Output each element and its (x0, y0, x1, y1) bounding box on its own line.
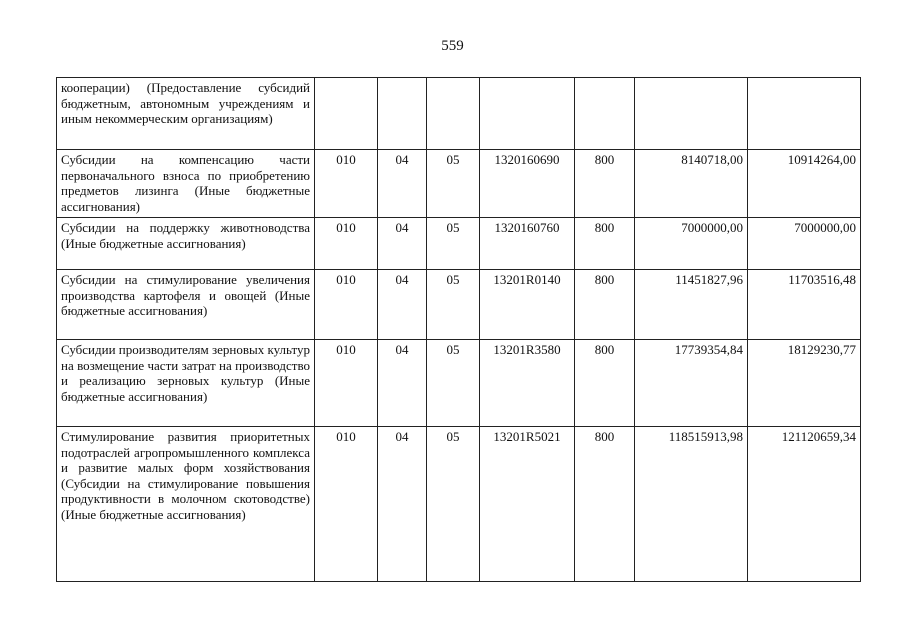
table-row (57, 340, 861, 427)
cell-subsection (427, 78, 480, 150)
cell-subsection: 05 (427, 270, 480, 340)
cell-target-article: 1320160760 (480, 218, 575, 270)
cell-section: 04 (378, 340, 427, 427)
cell-sum-1: 118515913,98 (635, 427, 748, 582)
cell-expense-type: 800 (575, 427, 635, 582)
cell-sum-2: 10914264,00 (748, 150, 861, 218)
cell-sum-1 (635, 78, 748, 150)
table-row (57, 78, 861, 150)
cell-sum-1: 8140718,00 (635, 150, 748, 218)
cell-sum-2: 18129230,77 (748, 340, 861, 427)
cell-ministry (315, 78, 378, 150)
cell-target-article: 13201R3580 (480, 340, 575, 427)
cell-ministry: 010 (315, 270, 378, 340)
cell-name: кооперации) (Предоставление субсидий бюджетным, автономным учреждениям и иным некоммерческим организациям) (57, 78, 315, 150)
cell-target-article: 1320160690 (480, 150, 575, 218)
cell-sum-2 (748, 78, 861, 150)
table-row (57, 150, 861, 218)
cell-name: Субсидии производителям зерновых культур на возмещение части затрат на производство и реализацию зерновых культур (Иные бюджетные ассигнования) (57, 340, 315, 427)
cell-subsection: 05 (427, 427, 480, 582)
cell-ministry: 010 (315, 218, 378, 270)
cell-section: 04 (378, 270, 427, 340)
cell-sum-1: 11451827,96 (635, 270, 748, 340)
cell-ministry: 010 (315, 340, 378, 427)
cell-sum-2: 121120659,34 (748, 427, 861, 582)
cell-name: Субсидии на стимулирование увеличения производства картофеля и овощей (Иные бюджетные ассигнования) (57, 270, 315, 340)
cell-target-article (480, 78, 575, 150)
cell-subsection: 05 (427, 150, 480, 218)
cell-sum-1: 7000000,00 (635, 218, 748, 270)
cell-expense-type: 800 (575, 340, 635, 427)
cell-target-article: 13201R0140 (480, 270, 575, 340)
cell-name: Субсидии на поддержку животноводства (Иные бюджетные ассигнования) (57, 218, 315, 270)
cell-ministry: 010 (315, 427, 378, 582)
cell-sum-2: 7000000,00 (748, 218, 861, 270)
cell-name: Субсидии на компенсацию части первоначального взноса по приобретению предметов лизинга (Иные бюджетные ассигнования) (57, 150, 315, 218)
cell-expense-type: 800 (575, 218, 635, 270)
cell-section: 04 (378, 218, 427, 270)
cell-subsection: 05 (427, 340, 480, 427)
cell-ministry: 010 (315, 150, 378, 218)
cell-expense-type (575, 78, 635, 150)
cell-target-article: 13201R5021 (480, 427, 575, 582)
cell-sum-2: 11703516,48 (748, 270, 861, 340)
table-row (57, 218, 861, 270)
cell-section: 04 (378, 150, 427, 218)
cell-name: Стимулирование развития приоритетных подотраслей агропромышленного комплекса и развитие малых форм хозяйствования (Субсидии на стимулирование повышения продуктивности в молочном скотоводстве) (Иные бюджетные ассигнования) (57, 427, 315, 582)
table-row (57, 427, 861, 582)
table-row (57, 270, 861, 340)
cell-expense-type: 800 (575, 270, 635, 340)
cell-section: 04 (378, 427, 427, 582)
page-number: 559 (441, 38, 464, 54)
cell-sum-1: 17739354,84 (635, 340, 748, 427)
cell-expense-type: 800 (575, 150, 635, 218)
budget-table (56, 77, 861, 582)
cell-section (378, 78, 427, 150)
cell-subsection: 05 (427, 218, 480, 270)
